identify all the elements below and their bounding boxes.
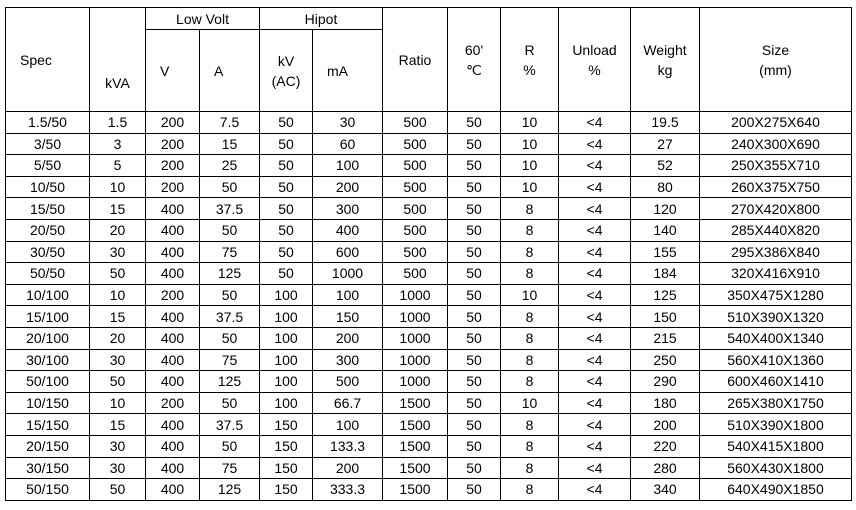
- cell-kva: 30: [90, 457, 146, 479]
- header-size-line2: (mm): [759, 61, 792, 78]
- cell-temperature: 50: [448, 392, 501, 414]
- cell-hipot-kv: 50: [260, 155, 313, 177]
- cell-ratio: 500: [383, 241, 448, 263]
- header-low-volt: Low Volt: [146, 8, 260, 30]
- cell-low-volt-v: 200: [146, 392, 200, 414]
- cell-temperature: 50: [448, 327, 501, 349]
- cell-size: 200X275X640: [700, 112, 852, 134]
- cell-r-percent: 10: [501, 176, 559, 198]
- cell-low-volt-v: 400: [146, 479, 200, 501]
- cell-low-volt-v: 400: [146, 263, 200, 285]
- header-r-line2: %: [523, 61, 536, 78]
- cell-weight: 125: [631, 284, 700, 306]
- table-row: [6, 284, 852, 306]
- cell-spec: 10/100: [6, 284, 90, 306]
- table-row: [6, 371, 852, 393]
- cell-r-percent: 8: [501, 198, 559, 220]
- cell-unload: <4: [559, 241, 631, 263]
- table-row: [6, 198, 852, 220]
- table-row: [6, 133, 852, 155]
- cell-weight: 140: [631, 219, 700, 241]
- cell-size: 320X416X910: [700, 263, 852, 285]
- table-row: [6, 457, 852, 479]
- cell-low-volt-a: 37.5: [200, 198, 260, 220]
- header-kv: [260, 30, 313, 112]
- cell-r-percent: 8: [501, 219, 559, 241]
- cell-hipot-kv: 50: [260, 198, 313, 220]
- cell-hipot-kv: 150: [260, 414, 313, 436]
- cell-low-volt-v: 200: [146, 133, 200, 155]
- cell-hipot-ma: 400: [313, 219, 383, 241]
- cell-size: 600X460X1410: [700, 371, 852, 393]
- cell-ratio: 500: [383, 155, 448, 177]
- cell-low-volt-v: 400: [146, 457, 200, 479]
- cell-hipot-kv: 150: [260, 479, 313, 501]
- cell-hipot-ma: 100: [313, 155, 383, 177]
- cell-weight: 280: [631, 457, 700, 479]
- cell-kva: 20: [90, 327, 146, 349]
- cell-temperature: 50: [448, 176, 501, 198]
- cell-weight: 52: [631, 155, 700, 177]
- table-row: [6, 112, 852, 134]
- cell-weight: 340: [631, 479, 700, 501]
- table-row: [6, 479, 852, 501]
- cell-kva: 30: [90, 241, 146, 263]
- table-row: [6, 327, 852, 349]
- cell-low-volt-v: 400: [146, 349, 200, 371]
- table-row: [6, 392, 852, 414]
- cell-ratio: 1000: [383, 327, 448, 349]
- cell-hipot-ma: 30: [313, 112, 383, 134]
- table-row: [6, 435, 852, 457]
- cell-spec: 20/100: [6, 327, 90, 349]
- cell-low-volt-v: 400: [146, 327, 200, 349]
- cell-low-volt-a: 50: [200, 284, 260, 306]
- cell-weight: 220: [631, 435, 700, 457]
- cell-temperature: 50: [448, 457, 501, 479]
- cell-hipot-kv: 50: [260, 112, 313, 134]
- cell-unload: <4: [559, 176, 631, 198]
- cell-low-volt-v: 400: [146, 371, 200, 393]
- cell-ratio: 500: [383, 133, 448, 155]
- cell-hipot-ma: 333.3: [313, 479, 383, 501]
- cell-r-percent: 10: [501, 133, 559, 155]
- cell-low-volt-v: 200: [146, 155, 200, 177]
- cell-ratio: 1500: [383, 435, 448, 457]
- cell-hipot-kv: 100: [260, 349, 313, 371]
- cell-kva: 5: [90, 155, 146, 177]
- cell-hipot-ma: 200: [313, 176, 383, 198]
- cell-spec: 10/150: [6, 392, 90, 414]
- cell-hipot-kv: 100: [260, 392, 313, 414]
- cell-hipot-ma: 300: [313, 349, 383, 371]
- cell-temperature: 50: [448, 435, 501, 457]
- table-row: [6, 241, 852, 263]
- cell-low-volt-a: 125: [200, 371, 260, 393]
- cell-size: 240X300X690: [700, 133, 852, 155]
- cell-kva: 10: [90, 176, 146, 198]
- cell-spec: 10/50: [6, 176, 90, 198]
- cell-size: 250X355X710: [700, 155, 852, 177]
- header-temperature-line2: ℃: [466, 61, 482, 78]
- table-row: [6, 306, 852, 328]
- cell-kva: 50: [90, 479, 146, 501]
- cell-kva: 3: [90, 133, 146, 155]
- cell-weight: 200: [631, 414, 700, 436]
- cell-unload: <4: [559, 371, 631, 393]
- header-row-top: [6, 8, 852, 30]
- cell-weight: 250: [631, 349, 700, 371]
- cell-low-volt-v: 200: [146, 284, 200, 306]
- cell-hipot-kv: 100: [260, 284, 313, 306]
- cell-r-percent: 10: [501, 112, 559, 134]
- cell-weight: 215: [631, 327, 700, 349]
- table-row: [6, 414, 852, 436]
- cell-weight: 120: [631, 198, 700, 220]
- cell-weight: 80: [631, 176, 700, 198]
- cell-hipot-kv: 50: [260, 241, 313, 263]
- cell-low-volt-v: 200: [146, 112, 200, 134]
- cell-weight: 290: [631, 371, 700, 393]
- cell-hipot-ma: 100: [313, 414, 383, 436]
- table-row: [6, 263, 852, 285]
- header-kv-line1: kV: [277, 52, 295, 69]
- cell-hipot-kv: 50: [260, 176, 313, 198]
- cell-temperature: 50: [448, 112, 501, 134]
- header-temperature-line1: 60': [464, 41, 484, 58]
- cell-size: 260X375X750: [700, 176, 852, 198]
- cell-low-volt-a: 50: [200, 176, 260, 198]
- cell-hipot-ma: 133.3: [313, 435, 383, 457]
- cell-r-percent: 8: [501, 349, 559, 371]
- cell-spec: 15/150: [6, 414, 90, 436]
- cell-r-percent: 8: [501, 457, 559, 479]
- cell-weight: 155: [631, 241, 700, 263]
- cell-unload: <4: [559, 133, 631, 155]
- cell-unload: <4: [559, 349, 631, 371]
- cell-low-volt-a: 75: [200, 241, 260, 263]
- cell-unload: <4: [559, 198, 631, 220]
- cell-hipot-ma: 300: [313, 198, 383, 220]
- table-row: [6, 219, 852, 241]
- table-header: [6, 8, 852, 112]
- cell-spec: 5/50: [6, 155, 90, 177]
- header-unload-line1: Unload: [572, 41, 617, 58]
- cell-size: 350X475X1280: [700, 284, 852, 306]
- cell-hipot-ma: 200: [313, 457, 383, 479]
- spec-table: [5, 7, 852, 501]
- cell-weight: 27: [631, 133, 700, 155]
- header-size: [700, 8, 852, 112]
- cell-spec: 30/150: [6, 457, 90, 479]
- header-weight: [631, 8, 700, 112]
- cell-kva: 15: [90, 414, 146, 436]
- cell-ratio: 1000: [383, 371, 448, 393]
- cell-r-percent: 8: [501, 435, 559, 457]
- cell-spec: 30/100: [6, 349, 90, 371]
- cell-temperature: 50: [448, 479, 501, 501]
- cell-spec: 50/150: [6, 479, 90, 501]
- cell-low-volt-v: 200: [146, 176, 200, 198]
- cell-low-volt-a: 75: [200, 457, 260, 479]
- cell-low-volt-v: 400: [146, 435, 200, 457]
- cell-low-volt-v: 400: [146, 306, 200, 328]
- cell-low-volt-v: 400: [146, 198, 200, 220]
- cell-ratio: 1500: [383, 457, 448, 479]
- table-body: [6, 112, 852, 501]
- cell-hipot-kv: 50: [260, 219, 313, 241]
- cell-temperature: 50: [448, 263, 501, 285]
- cell-low-volt-a: 125: [200, 263, 260, 285]
- cell-r-percent: 10: [501, 392, 559, 414]
- cell-weight: 184: [631, 263, 700, 285]
- cell-weight: 19.5: [631, 112, 700, 134]
- cell-temperature: 50: [448, 133, 501, 155]
- cell-unload: <4: [559, 457, 631, 479]
- cell-kva: 20: [90, 219, 146, 241]
- cell-temperature: 50: [448, 284, 501, 306]
- cell-r-percent: 10: [501, 155, 559, 177]
- header-a: A: [200, 30, 260, 112]
- cell-ratio: 500: [383, 176, 448, 198]
- cell-spec: 3/50: [6, 133, 90, 155]
- cell-ratio: 1500: [383, 392, 448, 414]
- cell-hipot-kv: 50: [260, 263, 313, 285]
- header-ratio: Ratio: [383, 8, 448, 112]
- cell-size: 285X440X820: [700, 219, 852, 241]
- cell-low-volt-a: 50: [200, 435, 260, 457]
- cell-r-percent: 10: [501, 284, 559, 306]
- cell-hipot-ma: 100: [313, 284, 383, 306]
- cell-unload: <4: [559, 155, 631, 177]
- cell-unload: <4: [559, 219, 631, 241]
- cell-r-percent: 8: [501, 327, 559, 349]
- header-unload: [559, 8, 631, 112]
- cell-low-volt-a: 25: [200, 155, 260, 177]
- cell-unload: <4: [559, 327, 631, 349]
- cell-temperature: 50: [448, 155, 501, 177]
- cell-kva: 10: [90, 392, 146, 414]
- cell-size: 265X380X1750: [700, 392, 852, 414]
- cell-size: 560X430X1800: [700, 457, 852, 479]
- cell-low-volt-a: 37.5: [200, 414, 260, 436]
- cell-unload: <4: [559, 263, 631, 285]
- cell-spec: 30/50: [6, 241, 90, 263]
- cell-low-volt-a: 7.5: [200, 112, 260, 134]
- cell-r-percent: 8: [501, 414, 559, 436]
- header-spec: Spec: [6, 8, 90, 112]
- header-size-line1: Size: [761, 41, 790, 58]
- cell-unload: <4: [559, 414, 631, 436]
- cell-temperature: 50: [448, 219, 501, 241]
- cell-kva: 30: [90, 349, 146, 371]
- cell-low-volt-v: 400: [146, 414, 200, 436]
- cell-low-volt-a: 37.5: [200, 306, 260, 328]
- cell-r-percent: 8: [501, 306, 559, 328]
- cell-temperature: 50: [448, 198, 501, 220]
- cell-spec: 1.5/50: [6, 112, 90, 134]
- cell-ratio: 1000: [383, 284, 448, 306]
- header-v: V: [146, 30, 200, 112]
- cell-unload: <4: [559, 435, 631, 457]
- cell-hipot-ma: 60: [313, 133, 383, 155]
- cell-low-volt-v: 400: [146, 241, 200, 263]
- cell-low-volt-a: 15: [200, 133, 260, 155]
- cell-r-percent: 8: [501, 371, 559, 393]
- cell-ratio: 500: [383, 198, 448, 220]
- cell-hipot-ma: 600: [313, 241, 383, 263]
- cell-size: 540X415X1800: [700, 435, 852, 457]
- cell-kva: 1.5: [90, 112, 146, 134]
- table-row: [6, 155, 852, 177]
- cell-spec: 50/100: [6, 371, 90, 393]
- cell-spec: 20/50: [6, 219, 90, 241]
- header-unload-line2: %: [588, 61, 601, 78]
- cell-hipot-kv: 150: [260, 435, 313, 457]
- cell-unload: <4: [559, 284, 631, 306]
- cell-ratio: 1000: [383, 349, 448, 371]
- cell-size: 270X420X800: [700, 198, 852, 220]
- cell-ratio: 500: [383, 263, 448, 285]
- header-r-line1: R: [524, 41, 535, 58]
- cell-spec: 15/50: [6, 198, 90, 220]
- cell-ratio: 1500: [383, 414, 448, 436]
- cell-hipot-kv: 50: [260, 133, 313, 155]
- cell-hipot-ma: 500: [313, 371, 383, 393]
- cell-kva: 30: [90, 435, 146, 457]
- cell-hipot-ma: 1000: [313, 263, 383, 285]
- header-r: [501, 8, 559, 112]
- cell-hipot-ma: 200: [313, 327, 383, 349]
- cell-temperature: 50: [448, 306, 501, 328]
- cell-kva: 10: [90, 284, 146, 306]
- cell-r-percent: 8: [501, 241, 559, 263]
- cell-kva: 50: [90, 263, 146, 285]
- cell-temperature: 50: [448, 349, 501, 371]
- header-temperature: [448, 8, 501, 112]
- cell-temperature: 50: [448, 371, 501, 393]
- cell-spec: 20/150: [6, 435, 90, 457]
- cell-hipot-ma: 66.7: [313, 392, 383, 414]
- cell-size: 560X410X1360: [700, 349, 852, 371]
- cell-ratio: 1000: [383, 306, 448, 328]
- cell-size: 540X400X1340: [700, 327, 852, 349]
- cell-hipot-kv: 100: [260, 306, 313, 328]
- cell-size: 510X390X1800: [700, 414, 852, 436]
- cell-ratio: 1500: [383, 479, 448, 501]
- table-row: [6, 349, 852, 371]
- cell-hipot-kv: 100: [260, 371, 313, 393]
- cell-low-volt-a: 50: [200, 219, 260, 241]
- cell-kva: 15: [90, 198, 146, 220]
- table-row: [6, 176, 852, 198]
- cell-spec: 15/100: [6, 306, 90, 328]
- cell-hipot-kv: 100: [260, 327, 313, 349]
- cell-low-volt-v: 400: [146, 219, 200, 241]
- cell-weight: 150: [631, 306, 700, 328]
- cell-low-volt-a: 125: [200, 479, 260, 501]
- cell-size: 640X490X1850: [700, 479, 852, 501]
- cell-ratio: 500: [383, 112, 448, 134]
- cell-unload: <4: [559, 112, 631, 134]
- cell-r-percent: 8: [501, 479, 559, 501]
- cell-kva: 15: [90, 306, 146, 328]
- header-hipot: Hipot: [260, 8, 383, 30]
- cell-low-volt-a: 50: [200, 327, 260, 349]
- header-kv-line2: (AC): [271, 72, 301, 89]
- cell-unload: <4: [559, 479, 631, 501]
- cell-ratio: 500: [383, 219, 448, 241]
- cell-low-volt-a: 50: [200, 392, 260, 414]
- cell-unload: <4: [559, 306, 631, 328]
- header-weight-line2: kg: [657, 61, 673, 78]
- cell-kva: 50: [90, 371, 146, 393]
- cell-size: 295X386X840: [700, 241, 852, 263]
- cell-temperature: 50: [448, 414, 501, 436]
- cell-size: 510X390X1320: [700, 306, 852, 328]
- cell-spec: 50/50: [6, 263, 90, 285]
- cell-weight: 180: [631, 392, 700, 414]
- cell-low-volt-a: 75: [200, 349, 260, 371]
- header-weight-line1: Weight: [643, 41, 687, 58]
- cell-r-percent: 8: [501, 263, 559, 285]
- cell-hipot-ma: 150: [313, 306, 383, 328]
- header-kva: kVA: [90, 8, 146, 112]
- cell-temperature: 50: [448, 241, 501, 263]
- cell-hipot-kv: 150: [260, 457, 313, 479]
- cell-unload: <4: [559, 392, 631, 414]
- header-ma: mA: [313, 30, 383, 112]
